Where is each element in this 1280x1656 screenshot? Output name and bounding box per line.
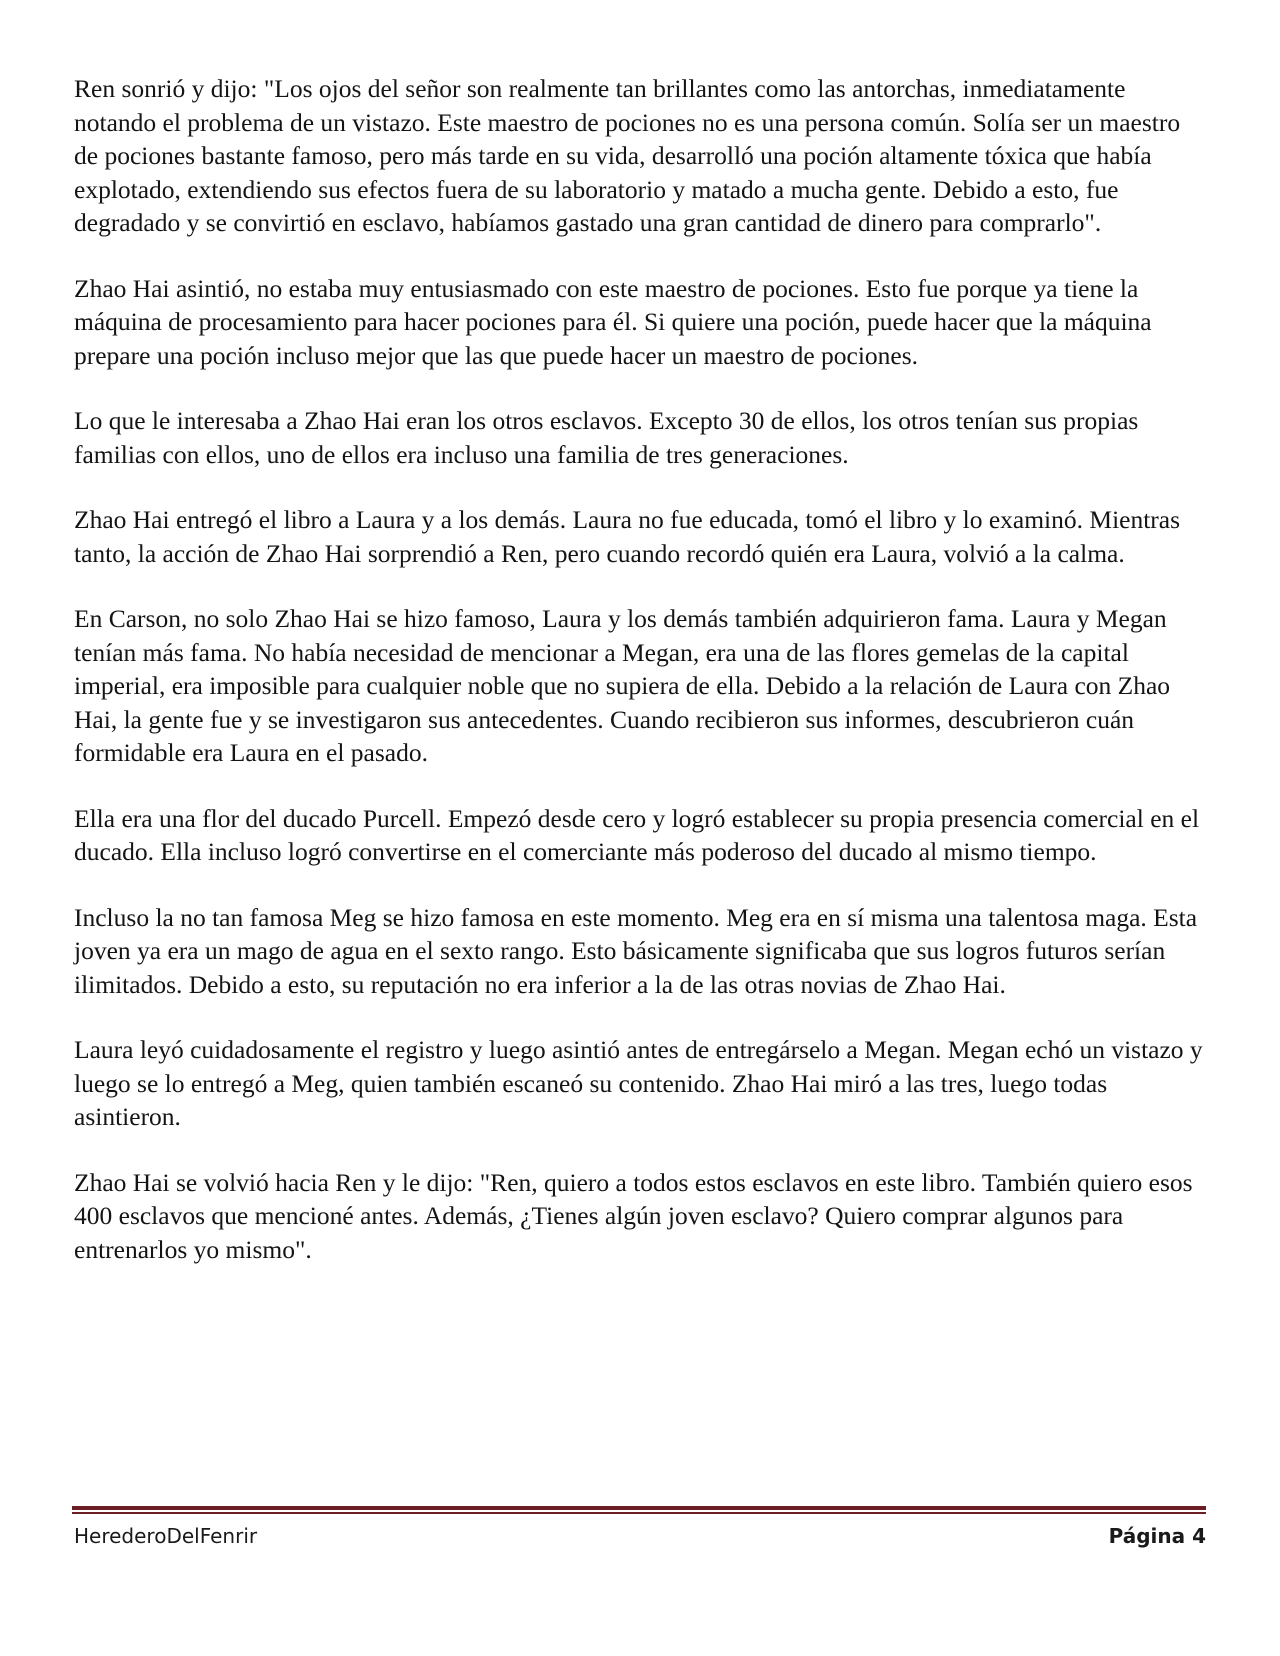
paragraph-2: Zhao Hai asintió, no estaba muy entusiasmado con este maestro de pociones. Esto fue porque ya tiene la máquina de procesamiento para hacer pociones para él. Si quiere una poción, puede hacer que la máquina prepare una poción incluso mejor que las que puede hacer un maestro de pociones. [74,273,1152,370]
body-text [74,72,1206,1298]
footer-divider [72,1506,1206,1515]
footer-page-number: Página 4 [1108,1524,1206,1548]
paragraph-5: En Carson, no solo Zhao Hai se hizo famoso, Laura y los demás también adquirieron fama. Laura y Megan tenían más fama. No había necesidad de mencionar a Megan, era una de las flores gemelas de la capital imperial, era imposible para cualquier noble que no supiera de ella. Debido a la relación de Laura con Zhao Hai, la gente fue y se investigaron sus antecedentes. Cuando recibieron sus informes, descubrieron cuán formidable era Laura en el pasado. [74,604,1171,767]
paragraph-7: Incluso la no tan famosa Meg se hizo famosa en este momento. Meg era en sí misma una talentosa maga. Esta joven ya era un mago de agua en el sexto rango. Esto básicamente significaba que sus logros futuros serían ilimitados. Debido a esto, su reputación no era inferior a la de las otras novias de Zhao Hai. [74,902,1198,999]
paragraph-6: Ella era una flor del ducado Purcell. Empezó desde cero y logró establecer su propia presencia comercial en el ducado. Ella incluso logró convertirse en el comerciante más poderoso del ducado al mismo tiempo. [74,803,1200,866]
paragraph-4: Zhao Hai entregó el libro a Laura y a los demás. Laura no fue educada, tomó el libro y lo examinó. Mientras tanto, la acción de Zhao Hai sorprendió a Ren, pero cuando recordó quién era Laura, volvió a la calma. [74,505,1181,568]
paragraph-9: Zhao Hai se volvió hacia Ren y le dijo: "Ren, quiero a todos estos esclavos en este libro. También quiero esos 400 esclavos que mencioné antes. Además, ¿Tienes algún joven esclavo? Quiero comprar algunos para entrenarlos yo mismo". [74,1167,1193,1264]
footer-divider-thin [72,1512,1206,1514]
paragraph-3: Lo que le interesaba a Zhao Hai eran los otros esclavos. Excepto 30 de ellos, los otros tenían sus propias familias con ellos, uno de ellos era incluso una familia de tres generaciones. [74,406,1139,469]
footer-author: HerederoDelFenrir [74,1524,258,1548]
paragraph-1: Ren sonrió y dijo: "Los ojos del señor son realmente tan brillantes como las antorchas, inmediatamente notando el problema de un vistazo. Este maestro de pociones no es una persona común. Solía ser un maestro de pociones bastante famoso, pero más tarde en su vida, desarrolló una poción altamente tóxica que había explotado, extendiendo sus efectos fuera de su laboratorio y matado a mucha gente. Debido a esto, fue degradado y se convirtió en esclavo, habíamos gastado una gran cantidad de dinero para comprarlo". [74,74,1181,237]
footer-divider-thick [72,1506,1206,1510]
paragraph-8: Laura leyó cuidadosamente el registro y luego asintió antes de entregárselo a Megan. Megan echó un vistazo y luego se lo entregó a Meg, quien también escaneó su contenido. Zhao Hai miró a las tres, luego todas asintieron. [74,1035,1203,1131]
